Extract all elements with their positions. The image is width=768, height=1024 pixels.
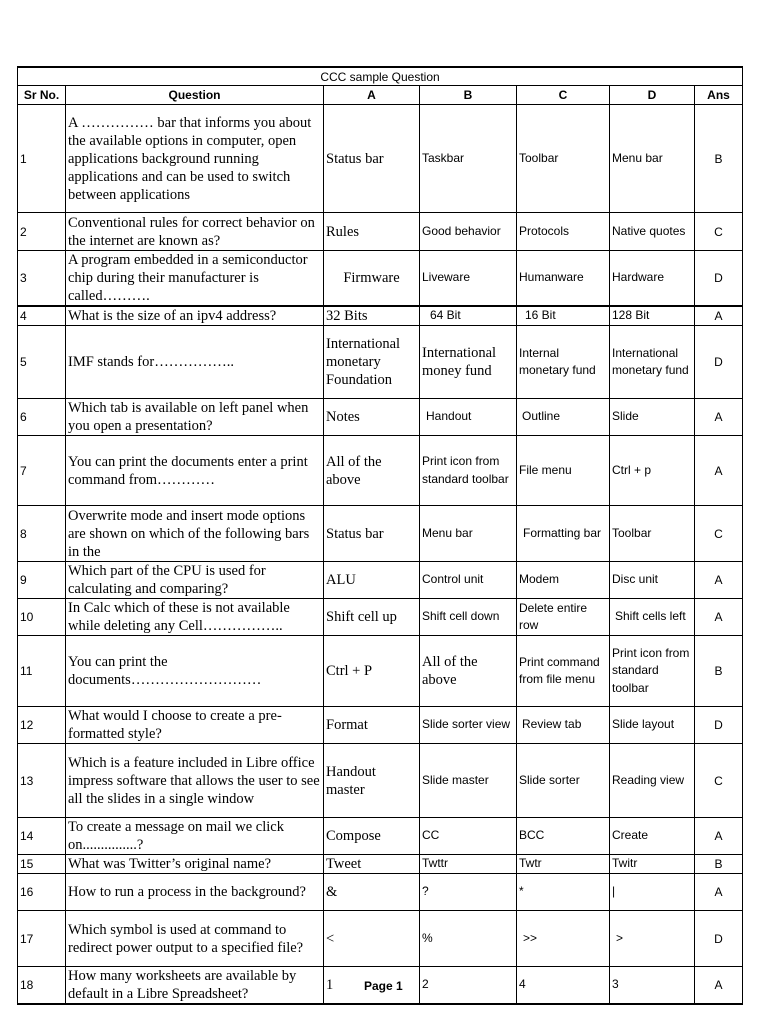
row-sr-no: 17 (18, 911, 66, 967)
row-option-c: * (517, 874, 610, 911)
row-question: What is the size of an ipv4 address? (66, 306, 324, 326)
row-answer: C (695, 213, 743, 251)
row-answer: B (695, 105, 743, 213)
question-table (17, 66, 743, 1005)
row-option-a: 32 Bits (324, 306, 420, 326)
row-option-a: Format (324, 707, 420, 744)
row-option-d: Toolbar (610, 506, 695, 562)
row-question: Conventional rules for correct behavior on the internet are known as? (66, 213, 324, 251)
row-sr-no: 8 (18, 506, 66, 562)
row-sr-no: 2 (18, 213, 66, 251)
row-option-d: > (610, 911, 695, 967)
header-question: Question (66, 86, 324, 105)
row-question: Which part of the CPU is used for calculating and comparing? (66, 562, 324, 599)
table-row (18, 874, 743, 911)
row-option-a: Handout master (324, 744, 420, 818)
header-option-c: C (517, 86, 610, 105)
row-option-b: Control unit (420, 562, 517, 599)
row-answer: A (695, 874, 743, 911)
row-option-b: ? (420, 874, 517, 911)
row-question: In Calc which of these is not available while deleting any Cell…………….. (66, 599, 324, 636)
row-option-b: Twttr (420, 855, 517, 874)
row-question: IMF stands for…………….. (66, 326, 324, 399)
row-option-a: Rules (324, 213, 420, 251)
row-answer: A (695, 562, 743, 599)
table-row (18, 636, 743, 707)
table-row (18, 818, 743, 855)
row-option-a: Notes (324, 399, 420, 436)
table-row (18, 213, 743, 251)
row-answer: A (695, 399, 743, 436)
row-answer: D (695, 251, 743, 307)
row-question: Which is a feature included in Libre office impress software that allows the user to see all the slides in a single window (66, 744, 324, 818)
row-sr-no: 9 (18, 562, 66, 599)
row-sr-no: 7 (18, 436, 66, 506)
row-option-c: Twtr (517, 855, 610, 874)
row-option-d: | (610, 874, 695, 911)
row-sr-no: 13 (18, 744, 66, 818)
row-option-c: Outline (517, 399, 610, 436)
row-option-b: All of the above (420, 636, 517, 707)
row-option-b: Taskbar (420, 105, 517, 213)
row-option-c: File menu (517, 436, 610, 506)
row-option-a: Compose (324, 818, 420, 855)
table-row (18, 306, 743, 326)
table-header-row (18, 86, 743, 105)
row-option-a: Shift cell up (324, 599, 420, 636)
row-option-a: International monetary Foundation (324, 326, 420, 399)
row-option-c: Review tab (517, 707, 610, 744)
row-option-d: Twitr (610, 855, 695, 874)
row-option-c: Internal monetary fund (517, 326, 610, 399)
row-answer: A (695, 436, 743, 506)
row-answer: D (695, 911, 743, 967)
row-option-a: Ctrl + P (324, 636, 420, 707)
row-sr-no: 12 (18, 707, 66, 744)
row-question: How many worksheets are available by default in a Libre Spreadsheet? (66, 967, 324, 1005)
row-answer: A (695, 599, 743, 636)
row-sr-no: 6 (18, 399, 66, 436)
header-answer: Ans (695, 86, 743, 105)
table-title: CCC sample Question (18, 67, 743, 86)
row-answer: A (695, 818, 743, 855)
row-sr-no: 1 (18, 105, 66, 213)
row-option-d: International monetary fund (610, 326, 695, 399)
row-option-b: Handout (420, 399, 517, 436)
row-option-b: CC (420, 818, 517, 855)
table-row (18, 911, 743, 967)
row-option-b: Slide master (420, 744, 517, 818)
table-row (18, 251, 743, 307)
row-option-b: Print icon from standard toolbar (420, 436, 517, 506)
row-option-b: 64 Bit (420, 306, 517, 326)
row-question: Which tab is available on left panel when you open a presentation? (66, 399, 324, 436)
row-sr-no: 4 (18, 306, 66, 326)
row-sr-no: 15 (18, 855, 66, 874)
row-option-b: Slide sorter view (420, 707, 517, 744)
row-sr-no: 5 (18, 326, 66, 399)
table-row (18, 599, 743, 636)
row-sr-no: 3 (18, 251, 66, 307)
row-option-d: Slide (610, 399, 695, 436)
row-option-b: International money fund (420, 326, 517, 399)
row-option-c: Protocols (517, 213, 610, 251)
row-option-c: Modem (517, 562, 610, 599)
row-option-d: Slide layout (610, 707, 695, 744)
row-option-a: Status bar (324, 105, 420, 213)
row-question: You can print the documents……………………… (66, 636, 324, 707)
row-option-c: Toolbar (517, 105, 610, 213)
table-row (18, 399, 743, 436)
row-option-d: 3 (610, 967, 695, 1005)
row-answer: C (695, 744, 743, 818)
row-question: A …………… bar that informs you about the available options in computer, open applications background running applications and can be used to switch between applications (66, 105, 324, 213)
row-option-c: BCC (517, 818, 610, 855)
row-option-c: >> (517, 911, 610, 967)
row-option-c: Delete entire row (517, 599, 610, 636)
row-sr-no: 11 (18, 636, 66, 707)
row-option-a: All of the above (324, 436, 420, 506)
row-option-b: Shift cell down (420, 599, 517, 636)
row-question: Overwrite mode and insert mode options are shown on which of the following bars in the (66, 506, 324, 562)
header-option-b: B (420, 86, 517, 105)
row-answer: D (695, 326, 743, 399)
row-option-d: Reading view (610, 744, 695, 818)
row-option-c: 16 Bit (517, 306, 610, 326)
row-option-d: Disc unit (610, 562, 695, 599)
row-sr-no: 18 (18, 967, 66, 1005)
row-option-d: Native quotes (610, 213, 695, 251)
table-row (18, 707, 743, 744)
row-sr-no: 10 (18, 599, 66, 636)
table-row (18, 744, 743, 818)
row-option-c: Humanware (517, 251, 610, 307)
row-question: You can print the documents enter a print command from………… (66, 436, 324, 506)
row-option-a: 1 (324, 967, 420, 1005)
header-option-d: D (610, 86, 695, 105)
row-question: What was Twitter’s original name? (66, 855, 324, 874)
row-question: A program embedded in a semiconductor chip during their manufacturer is called………. (66, 251, 324, 307)
row-question: To create a message on mail we click on...............? (66, 818, 324, 855)
row-option-c: Slide sorter (517, 744, 610, 818)
row-answer: A (695, 306, 743, 326)
row-answer: A (695, 967, 743, 1005)
row-answer: C (695, 506, 743, 562)
row-answer: D (695, 707, 743, 744)
table-row (18, 105, 743, 213)
table-row (18, 326, 743, 399)
row-option-a: Firmware (324, 251, 420, 307)
header-option-a: A (324, 86, 420, 105)
row-option-a: < (324, 911, 420, 967)
row-option-a: & (324, 874, 420, 911)
row-option-b: 2 (420, 967, 517, 1005)
table-row (18, 436, 743, 506)
row-sr-no: 14 (18, 818, 66, 855)
row-option-d: 128 Bit (610, 306, 695, 326)
row-option-b: Menu bar (420, 506, 517, 562)
row-option-a: Tweet (324, 855, 420, 874)
row-option-d: Create (610, 818, 695, 855)
row-option-a: Status bar (324, 506, 420, 562)
row-option-d: Hardware (610, 251, 695, 307)
row-option-a: ALU (324, 562, 420, 599)
row-option-d: Print icon from standard toolbar (610, 636, 695, 707)
row-question: What would I choose to create a pre-formatted style? (66, 707, 324, 744)
row-option-c: Formatting bar (517, 506, 610, 562)
table-row (18, 855, 743, 874)
row-question: How to run a process in the background? (66, 874, 324, 911)
table-row (18, 562, 743, 599)
row-answer: B (695, 855, 743, 874)
row-option-c: Print command from file menu (517, 636, 610, 707)
page-number-label: Page 1 (364, 979, 403, 993)
row-option-b: Liveware (420, 251, 517, 307)
row-option-d: Ctrl + p (610, 436, 695, 506)
row-question: Which symbol is used at command to redirect power output to a specified file? (66, 911, 324, 967)
header-sr-no: Sr No. (18, 86, 66, 105)
row-option-c: 4 (517, 967, 610, 1005)
table-row (18, 506, 743, 562)
table-title-row (18, 67, 743, 86)
row-option-d: Menu bar (610, 105, 695, 213)
row-option-b: Good behavior (420, 213, 517, 251)
row-option-d: Shift cells left (610, 599, 695, 636)
row-option-b: % (420, 911, 517, 967)
row-sr-no: 16 (18, 874, 66, 911)
row-answer: B (695, 636, 743, 707)
